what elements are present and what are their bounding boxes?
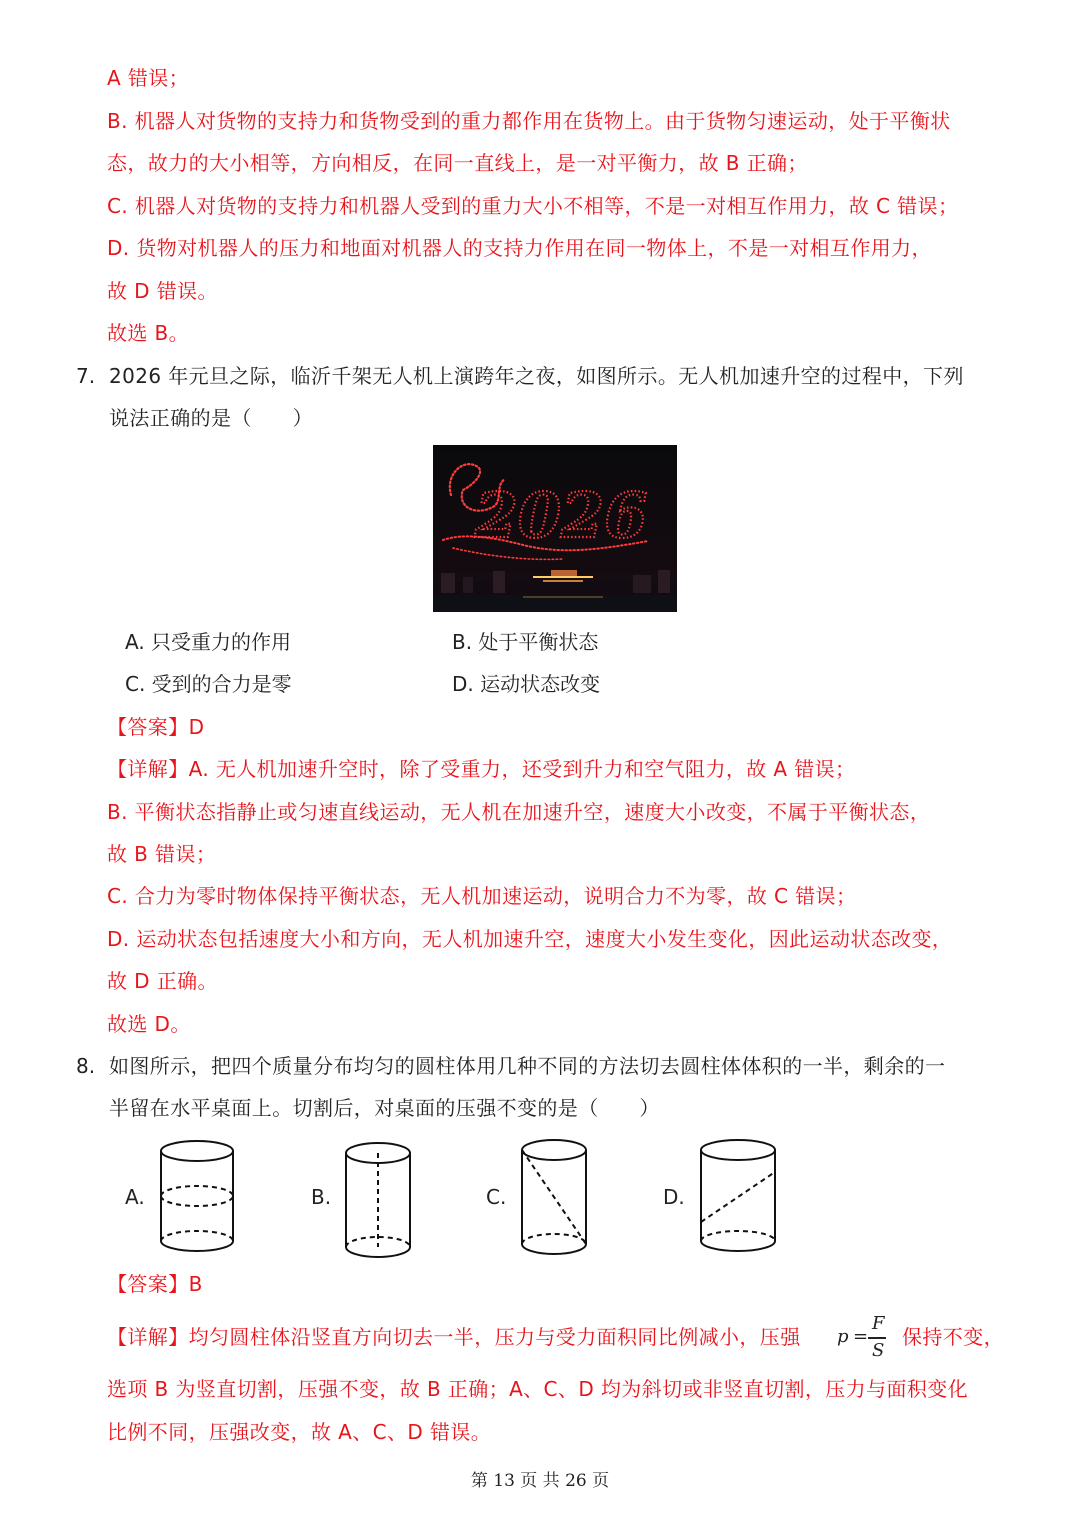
question-7-option-b: B. 处于平衡状态 (452, 630, 599, 654)
question-7-detail-b-line1: B. 平衡状态指静止或匀速直线运动，无人机在加速升空，速度大小改变，不属于平衡状态， (107, 800, 931, 824)
question-8-stem-line1: 如图所示，把四个质量分布均匀的圆柱体用几种不同的方法切去圆柱体体积的一半，剩余的一 (109, 1054, 946, 1078)
cylinder-c (522, 1140, 586, 1254)
cylinder-label-d: D. (663, 1185, 685, 1209)
question-8-number: 8. (76, 1054, 96, 1078)
question-8-detail-line2: 选项 B 为竖直切割，压强不变，故 B 正确；A、C、D 均为斜切或非竖直切割，压力与面积变化 (107, 1377, 969, 1401)
cylinder-b (346, 1143, 410, 1257)
question-8-stem-line2: 半留在水平桌面上。切割后，对桌面的压强不变的是（ ） (109, 1096, 660, 1120)
question-8-detail-line3: 比例不同，压强改变，故 A、C、D 错误。 (107, 1420, 492, 1444)
prev-answer-d-line2: 故 D 错误。 (107, 279, 218, 303)
question-8-detail-line1-end: 保持不变， (902, 1325, 1004, 1349)
question-7-stem-line2: 说法正确的是（ ） (109, 406, 313, 430)
drone-show-2026-text: 2026 (474, 479, 648, 552)
question-7-detail-b-line2: 故 B 错误； (107, 842, 217, 866)
prev-answer-c: C. 机器人对货物的支持力和机器人受到的重力大小不相等，不是一对相互作用力，故 C 错误； (107, 194, 959, 218)
question-7-answer: 【答案】D (107, 715, 205, 739)
formula-equals: = (853, 1326, 869, 1347)
cylinder-label-a: A. (125, 1185, 145, 1209)
question-8-detail-line1: 【详解】均匀圆柱体沿竖直方向切去一半，压力与受力面积同比例减小，压强 (107, 1325, 801, 1349)
drone-show-illustration (433, 445, 677, 612)
cylinder-d (701, 1140, 775, 1251)
cylinder-label-b: B. (311, 1185, 332, 1209)
question-7-final: 故选 D。 (107, 1012, 191, 1036)
formula-numerator: F (872, 1313, 885, 1334)
question-7-detail-d-line2: 故 D 正确。 (107, 969, 218, 993)
cylinder-figures (0, 1130, 1080, 1260)
formula-denominator: S (872, 1340, 885, 1361)
drone-show-photo (433, 445, 677, 612)
formula-p: p (837, 1326, 849, 1347)
question-7-number: 7. (76, 364, 96, 388)
prev-answer-b-line1: B. 机器人对货物的支持力和货物受到的重力都作用在货物上。由于货物匀速运动，处于平衡状 (107, 109, 951, 133)
prev-answer-b-line2: 态，故力的大小相等，方向相反，在同一直线上，是一对平衡力，故 B 正确； (107, 151, 808, 175)
question-7-option-c: C. 受到的合力是零 (125, 672, 292, 696)
question-7-detail-c: C. 合力为零时物体保持平衡状态，无人机加速运动，说明合力不为零，故 C 错误； (107, 884, 857, 908)
question-7-option-a: A. 只受重力的作用 (125, 630, 292, 654)
question-7-detail-d-line1: D. 运动状态包括速度大小和方向，无人机加速升空，速度大小发生变化，因此运动状态改变， (107, 927, 953, 951)
prev-answer-d-line1: D. 货物对机器人的压力和地面对机器人的支持力作用在同一物体上，不是一对相互作用力， (107, 236, 932, 260)
question-7-detail-a: 【详解】A. 无人机加速升空时，除了受重力，还受到升力和空气阻力，故 A 错误； (107, 757, 856, 781)
question-8-answer: 【答案】B (107, 1272, 203, 1296)
cylinder-a (161, 1141, 233, 1251)
question-7-option-d: D. 运动状态改变 (452, 672, 601, 696)
page-footer: 第 13 页 共 26 页 (470, 1471, 610, 1491)
cylinder-label-c: C. (486, 1185, 507, 1209)
prev-answer-a: A 错误； (107, 66, 190, 90)
prev-answer-final: 故选 B。 (107, 321, 190, 345)
question-7-stem-line1: 2026 年元旦之际，临沂千架无人机上演跨年之夜，如图所示。无人机加速升空的过程中，下列 (109, 364, 964, 388)
fraction-bar (868, 1337, 886, 1339)
